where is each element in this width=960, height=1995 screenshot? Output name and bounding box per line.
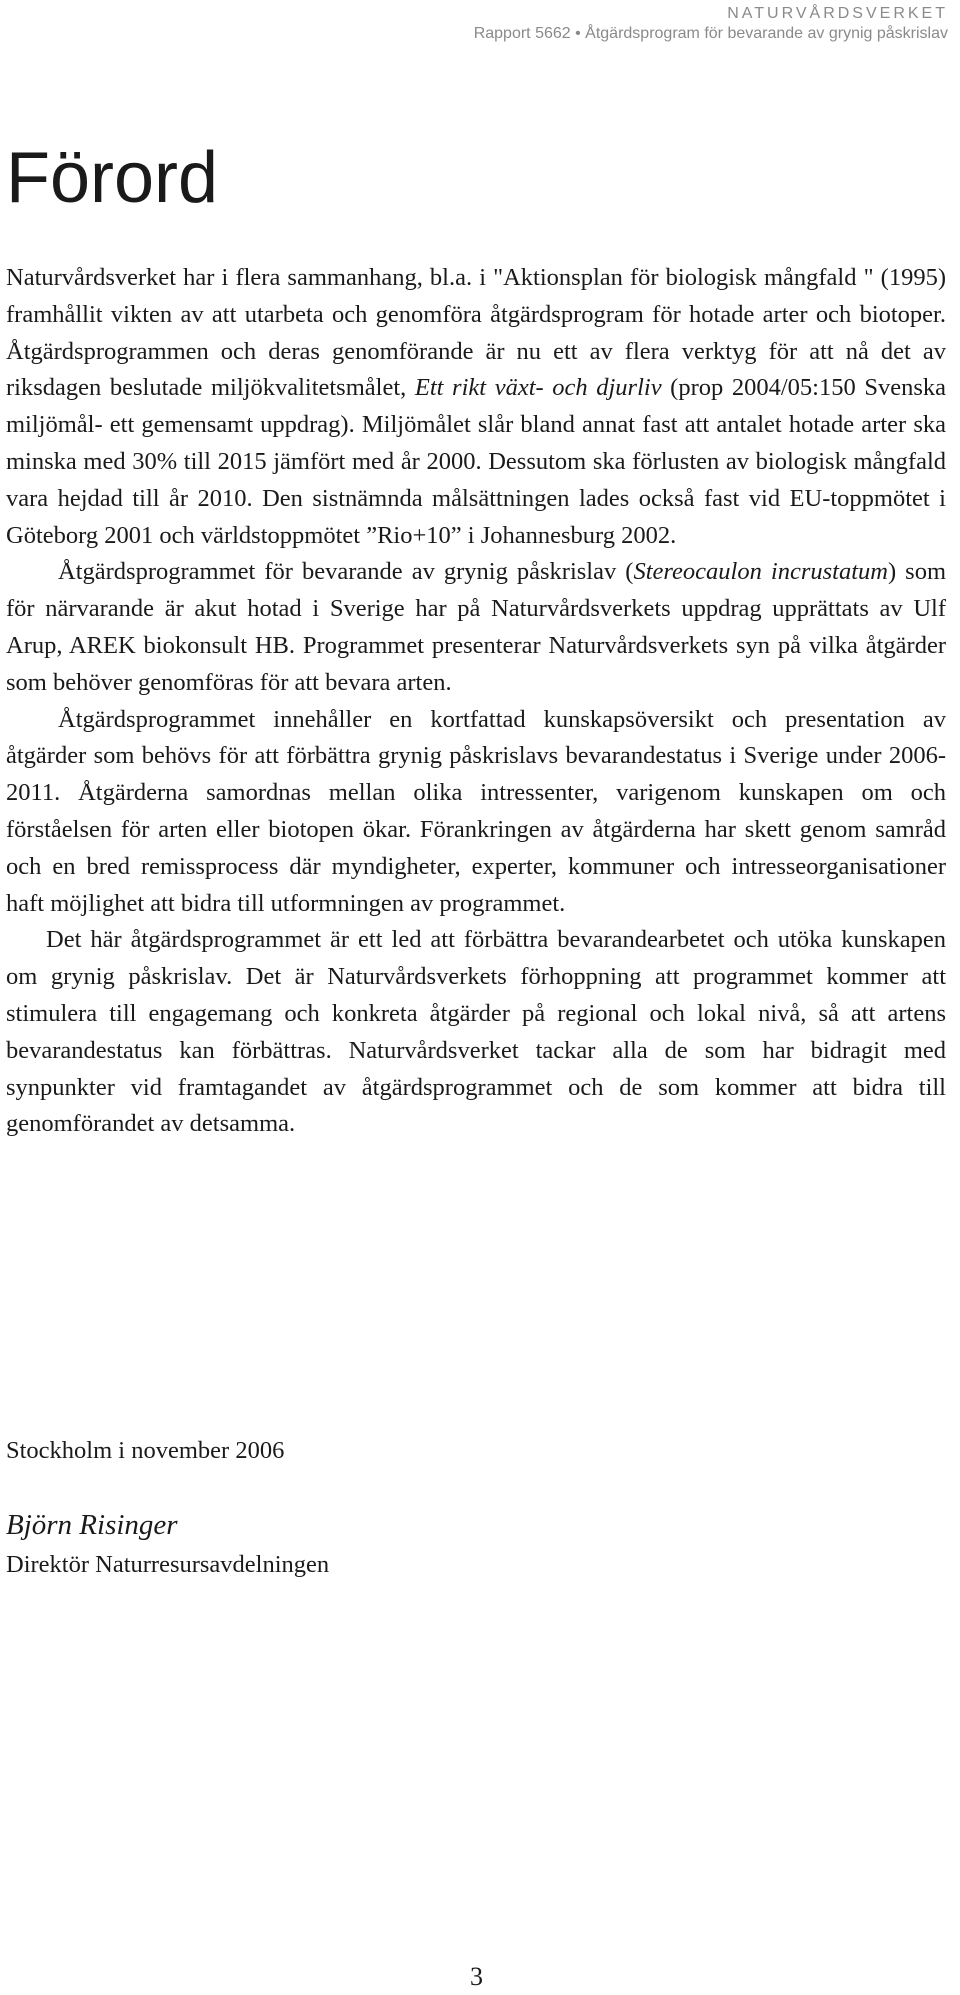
- paragraph-1-goal-title: Ett rikt växt- och djurliv: [414, 374, 662, 402]
- paragraph-1: [6, 260, 946, 554]
- signature-title: Direktör Naturresursavdelningen: [6, 1551, 330, 1578]
- paragraph-2-text-b: ) som för närvarande är akut hotad i Sverige har på Naturvårdsverkets uppdrag upprättats av Ulf Arup, AREK biokonsult HB. Programmet presenterar Naturvårdsverkets syn på vilka åtgärder som behöver genomföras för att bevara arten.: [6, 558, 947, 696]
- paragraph-2: [6, 554, 946, 701]
- paragraph-1-text-b: (prop 2004/05:150 Svenska miljömål- ett gemensamt uppdrag). Miljömålet slår bland annat fast att antalet hotade arter ska minska med 30% till 2015 jämfört med år 2000. Dessutom ska förlusten av biologisk mångfald vara hejdad till år 2010. Den sistnämnda målsättningen lades också fast vid EU-toppmötet i Göteborg 2001 och världstoppmötet ”Rio+10” i Johannesburg 2002.: [6, 374, 946, 549]
- paragraph-3: Åtgärdsprogrammet innehåller en kortfattad kunskapsöversikt och presentation av åtgärder som behövs för att förbättra grynig påskrislavs bevarandestatus i Sverige under 2006-2011. Åtgärderna samordnas mellan olika intressenter, varigenom kunskapen om och förståelsen för arten eller biotopen ökar. Förankringen av åtgärderna har skett genom samråd och en bred remissprocess där myndigheter, experter, kommuner och intresseorganisationer haft möjlighet att bidra till utformningen av programmet.: [6, 705, 946, 917]
- running-header: [474, 4, 948, 44]
- foreword-body: [6, 260, 946, 1143]
- header-organization: NATURVÅRDSVERKET: [727, 5, 948, 22]
- header-report-title: Rapport 5662 • Åtgärdsprogram för bevarande av grynig påskrislav: [473, 25, 948, 42]
- paragraph-1-text-a: Naturvårdsverket har i flera sammanhang, bl.a. i "Aktionsplan för biologisk mångfald " (1995) framhållit vikten av att utarbeta och genomföra åtgärdsprogram för hotade arter och biotoper. Åtgärdsprogrammen och deras genomförande är nu ett av flera verktyg för att nå det av riksdagen beslutade miljökvalitetsmålet,: [6, 264, 946, 402]
- paragraph-2-species-name: Stereocaulon incrustatum: [633, 558, 888, 586]
- page-title: Förord: [6, 138, 219, 218]
- paragraph-4: Det här åtgärdsprogrammet är ett led att förbättra bevarandearbetet och utöka kunskapen om grynig påskrislav. Det är Naturvårdsverkets förhoppning att programmet kommer att stimulera till engagemang och konkreta åtgärder på regional och lokal nivå, så att artens bevarandestatus kan förbättras. Naturvårdsverket tackar alla de som har bidragit med synpunkter vid framtagandet av åtgärdsprogrammet och de som kommer att bidra till genomförandet av detsamma.: [6, 926, 946, 1138]
- page-number: 3: [470, 1962, 483, 1991]
- signature-name: Björn Risinger: [6, 1509, 178, 1541]
- paragraph-2-text-a: Åtgärdsprogrammet för bevarande av grynig påskrislav (: [58, 558, 634, 586]
- place-date: Stockholm i november 2006: [6, 1437, 285, 1464]
